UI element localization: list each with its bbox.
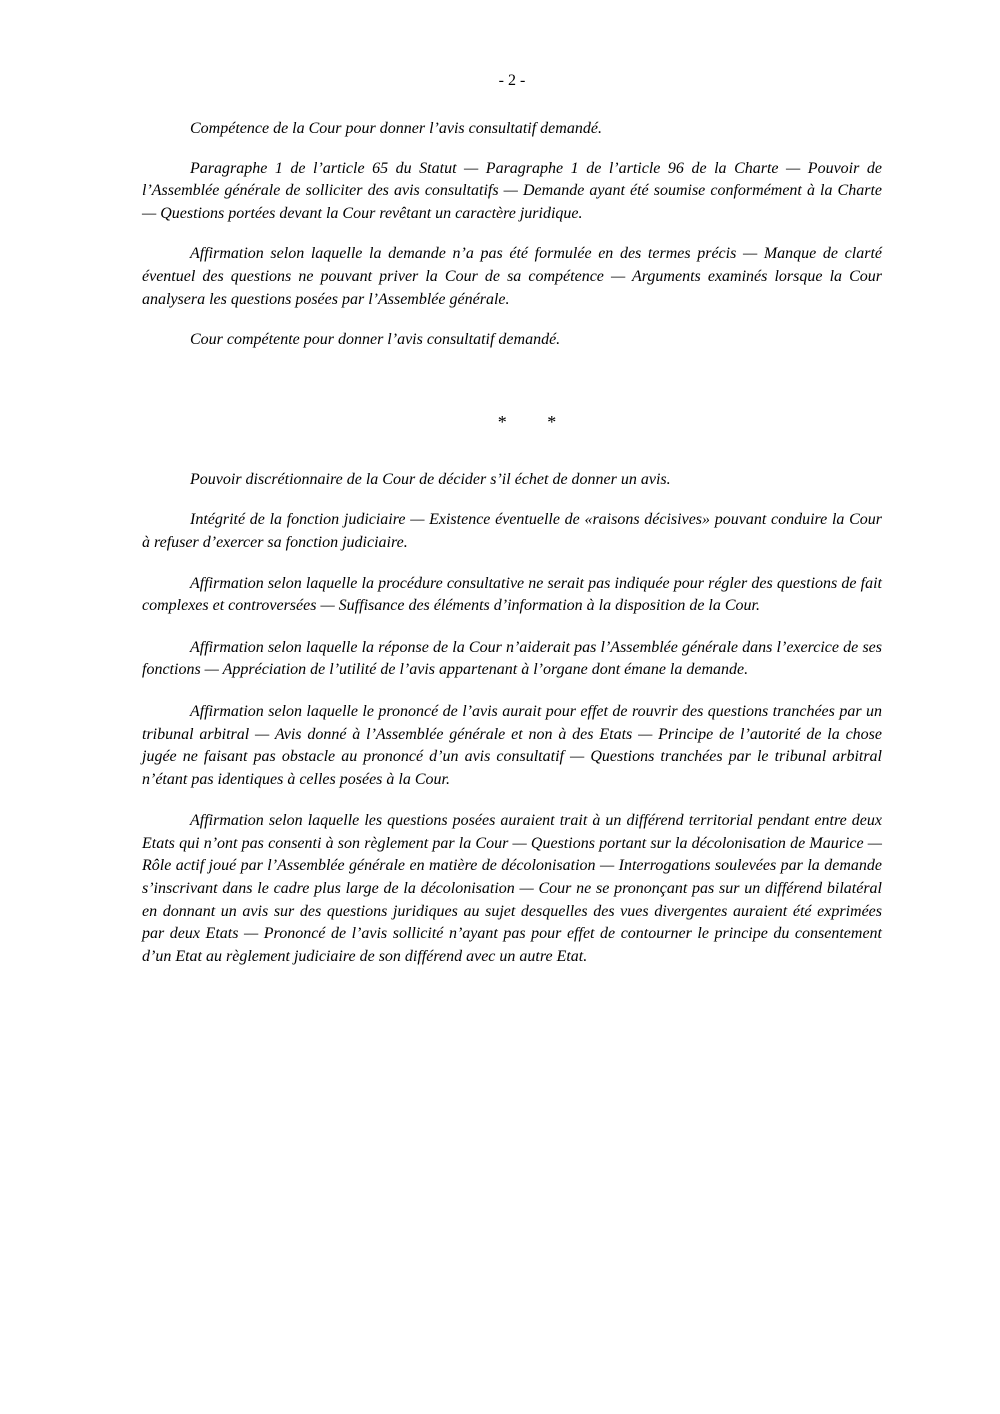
section-heading-discretion: Pouvoir discrétionnaire de la Cour de décider s’il échet de donner un avis. (190, 470, 671, 488)
paragraph-res-judicata: Affirmation selon laquelle le prononcé de l’avis aurait pour effet de rouvrir des questions tranchées par un tribunal arbitral — Avis donné à l’Assemblée générale et non à des Etats — Principe de l’autorité de la chose jugée ne faisant pas obstacle au prononcé d’un avis consultatif — Questions tranchées par le tribunal arbitral n’étant pas identiques à celles posées à la Cour. (142, 702, 882, 788)
separator-star-right: * (547, 411, 557, 432)
paragraph-territorial-dispute: Affirmation selon laquelle les questions posées auraient trait à un différend territorial pendant entre deux Etats qui n’ont pas consenti à son règlement par la Cour — Questions portant sur la décolonisation de Maurice — Rôle actif joué par l’Assemblée générale en matière de décolonisation — Interrogations soulevées par la demande s’inscrivant dans le cadre plus large de la décolonisation — Cour ne se prononçant pas sur un différend bilatéral en donnant un avis sur des questions juridiques au sujet desquelles des vues divergentes auraient été exprimées par deux Etats — Prononcé de l’avis sollicité n’ayant pas pour effet de contourner le principe du consentement d’un Etat au règlement judiciaire de son différend avec un autre Etat. (142, 812, 882, 965)
section-heading-competence: Compétence de la Cour pour donner l’avis consultatif demandé. (190, 120, 602, 137)
paragraph-judicial-integrity: Intégrité de la fonction judiciaire — Existence éventuelle de «raisons décisives» pouvant conduire la Cour à refuser d’exercer sa fonction judiciaire. (142, 511, 882, 551)
paragraph-court-competent: Cour compétente pour donner l’avis consultatif demandé. (190, 331, 561, 349)
paragraph-statute-articles: Paragraphe 1 de l’article 65 du Statut — Paragraphe 1 de l’article 96 de la Charte — Pouvoir de l’Assemblée générale de solliciter des avis consultatifs — Demande ayant été soumise conformément à la Charte — Questions portées devant la Cour revêtant un caractère juridique. (142, 159, 882, 222)
paragraph-usefulness: Affirmation selon laquelle la réponse de la Cour n’aiderait pas l’Assemblée générale dans l’exercice de ses fonctions — Appréciation de l’utilité de l’avis appartenant à l’organe dont émane la demande. (142, 638, 882, 679)
page-number: - 2 - (498, 72, 526, 89)
section-separator (142, 412, 882, 433)
document-body (142, 118, 882, 968)
separator-star-left: * (497, 411, 507, 432)
paragraph-precise-terms: Affirmation selon laquelle la demande n’a pas été formulée en des termes précis — Manque de clarté éventuel des questions ne pouvant priver la Cour de sa compétence — Arguments examinés lorsque la Cour analysera les questions posées par l’Assemblée générale. (142, 245, 882, 308)
paragraph-complex-facts: Affirmation selon laquelle la procédure consultative ne serait pas indiquée pour régler des questions de fait complexes et controversées — Suffisance des éléments d’information à la disposition de la Cour. (142, 574, 882, 615)
